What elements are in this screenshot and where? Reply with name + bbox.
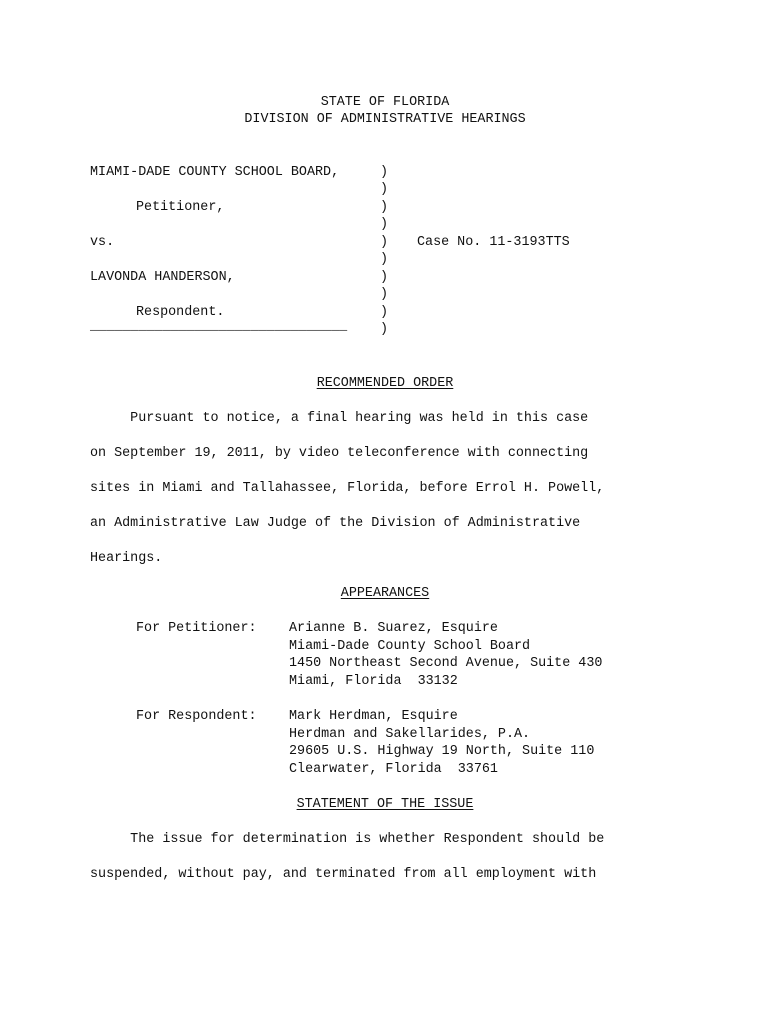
case-number: Case No. 11-3193TTS [417,235,570,250]
caption-paren: ) [380,305,389,320]
respondent-counsel-line: 29605 U.S. Highway 19 North, Suite 110 [289,744,595,759]
versus-label: vs. [90,235,115,250]
paragraph-line: suspended, without pay, and terminated from all employment with [90,867,597,882]
caption-paren: ) [380,252,389,267]
paragraph-line: an Administrative Law Judge of the Division of Administrative [90,516,581,531]
caption-paren: ) [380,270,389,285]
petitioner-counsel-line: Miami-Dade County School Board [289,639,531,654]
petitioner-role: Petitioner, [136,200,225,215]
paragraph-line: on September 19, 2011, by video teleconference with connecting [90,446,589,461]
paragraph-line: Pursuant to notice, a final hearing was held in this case [90,411,589,426]
paragraph-line: sites in Miami and Tallahassee, Florida, before Errol H. Powell, [90,481,605,496]
respondent-counsel-line: Clearwater, Florida 33761 [289,762,498,777]
respondent-counsel-line: Mark Herdman, Esquire [289,709,458,724]
caption-paren: ) [380,165,389,180]
caption-paren: ) [380,287,389,302]
respondent-role: Respondent. [136,305,225,320]
caption-underline: ________________________________ [90,319,348,334]
header-state: STATE OF FLORIDA [320,95,450,110]
recommended-order-heading: RECOMMENDED ORDER [316,376,454,391]
appearances-heading: APPEARANCES [340,586,430,601]
caption-paren: ) [380,235,389,250]
petitioner-name: MIAMI-DADE COUNTY SCHOOL BOARD, [90,165,340,180]
caption-paren: ) [380,217,389,232]
petitioner-counsel-line: Arianne B. Suarez, Esquire [289,621,498,636]
caption-paren: ) [380,200,389,215]
petitioner-label: For Petitioner: [136,621,257,636]
respondent-name: LAVONDA HANDERSON, [90,270,235,285]
respondent-counsel-line: Herdman and Sakellarides, P.A. [289,727,531,742]
paragraph-line: Hearings. [90,551,163,566]
respondent-label: For Respondent: [136,709,257,724]
header-division: DIVISION OF ADMINISTRATIVE HEARINGS [244,112,526,127]
petitioner-counsel-line: Miami, Florida 33132 [289,674,458,689]
caption-paren: ) [380,322,389,337]
petitioner-counsel-line: 1450 Northeast Second Avenue, Suite 430 [289,656,603,671]
statement-of-issue-heading: STATEMENT OF THE ISSUE [296,797,474,812]
paragraph-line: The issue for determination is whether Respondent should be [90,832,605,847]
caption-paren: ) [380,182,389,197]
